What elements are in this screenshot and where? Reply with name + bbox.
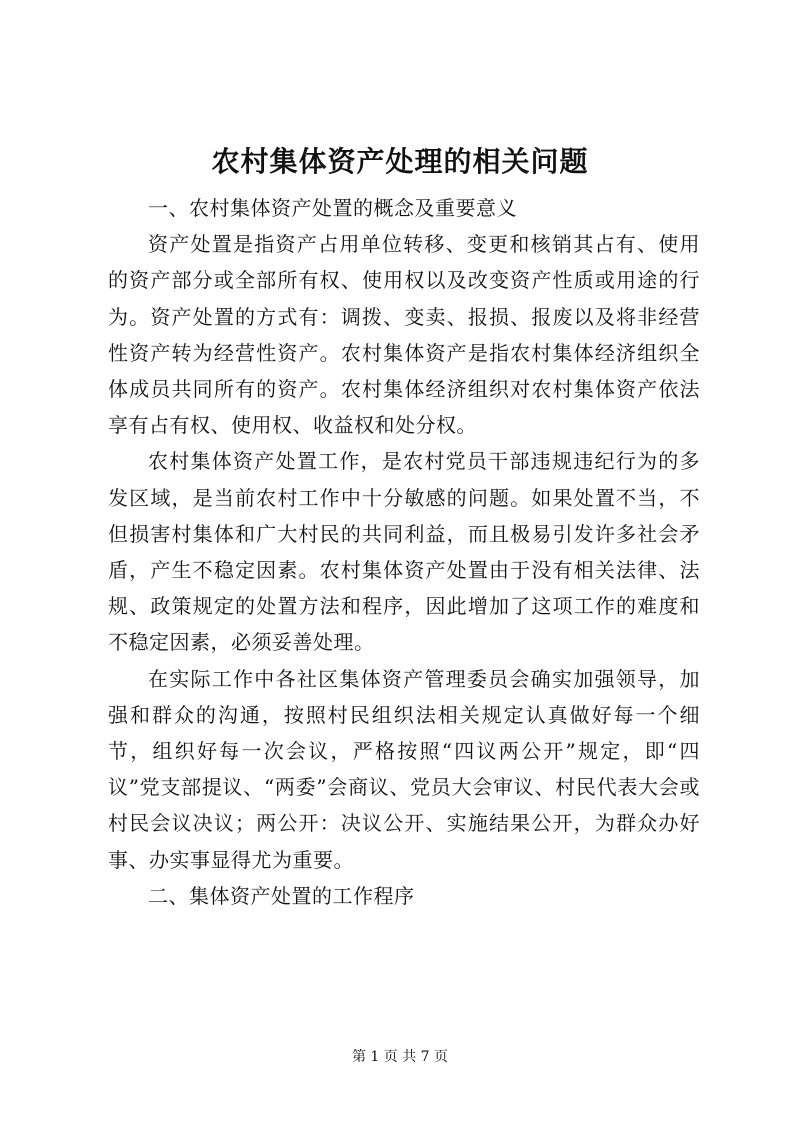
document-title: 农村集体资产处理的相关问题 (211, 145, 589, 178)
document-body (108, 190, 700, 914)
section-heading-2: 二、集体资产处置的工作程序 (148, 883, 415, 908)
paragraph-2: 农村集体资产处置工作，是农村党员干部违规违纪行为的多发区域，是当前农村工作中十分敏感的问题。如果处置不当，不但损害村集体和广大村民的共同利益，而且极易引发许多社会矛盾，产生不稳定因素。农村集体资产处置由于没有相关法律、法规、政策规定的处置方法和程序，因此增加了这项工作的难度和不稳定因素，必须妥善处理。 (108, 449, 700, 655)
page-number-footer: 第 1 页 共 7 页 (351, 1049, 449, 1065)
paragraph-3: 在实际工作中各社区集体资产管理委员会确实加强领导，加强和群众的沟通，按照村民组织法相关规定认真做好每一个细节，组织好每一次会议，严格按照“四议两公开”规定，即“四议”党支部提议、“两委”会商议、党员大会审议、村民代表大会或村民会议决议；两公开：决议公开、实施结果公开，为群众办好事、办实事显得尤为重要。 (108, 666, 700, 872)
section-heading-1: 一、农村集体资产处置的概念及重要意义 (148, 196, 517, 220)
paragraph-1: 资产处置是指资产占用单位转移、变更和核销其占有、使用的资产部分或全部所有权、使用权以及改变资产性质或用途的行为。资产处置的方式有：调拨、变卖、报损、报废以及将非经营性资产转为经营性资产。农村集体资产是指农村集体经济组织全体成员共同所有的资产。农村集体经济组织对农村集体资产依法享有占有权、使用权、收益权和处分权。 (108, 232, 700, 438)
